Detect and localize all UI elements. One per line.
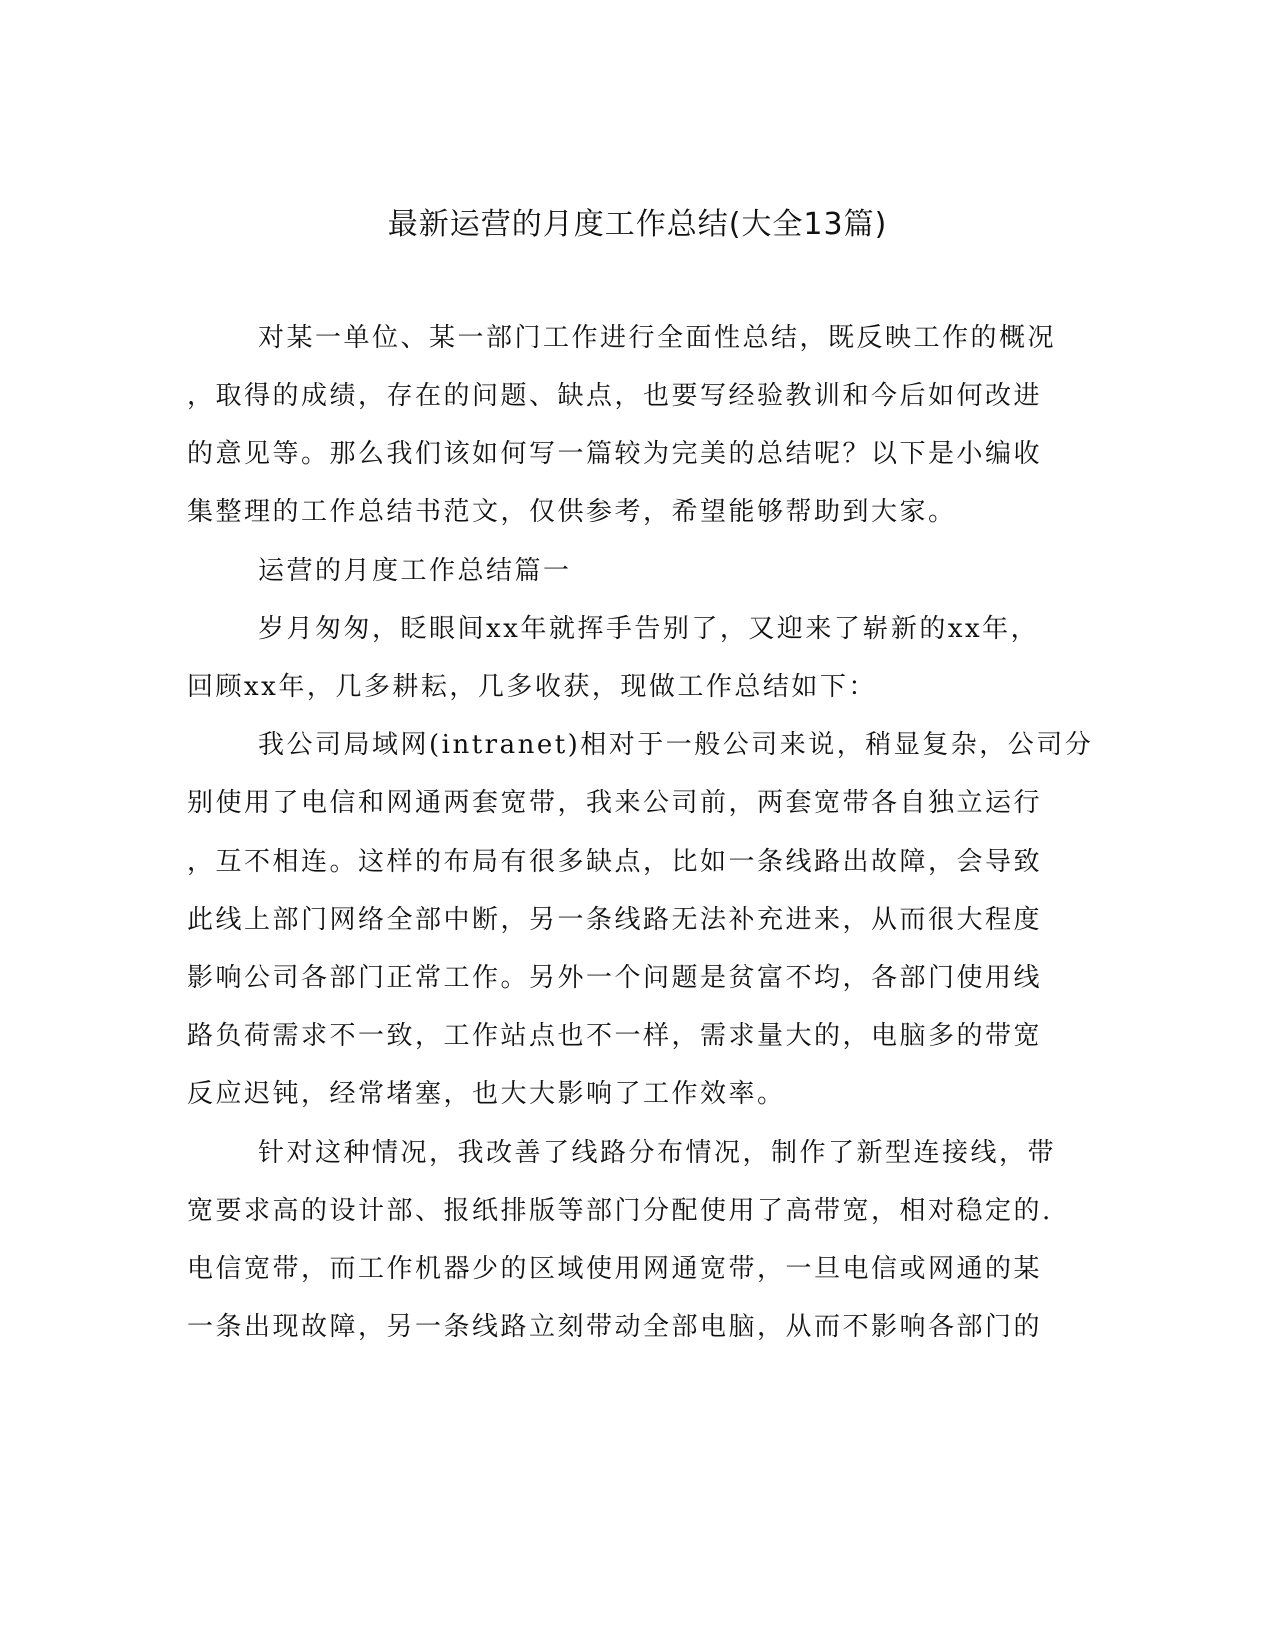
body-line: 回顾xx年，几多耕耘，几多收获，现做工作总结如下： [187,672,877,702]
body-line: 我公司局域网(intranet)相对于一般公司来说，稍显复杂，公司分 [258,730,1094,760]
body-line: 反应迟钝，经常堵塞，也大大影响了工作效率。 [187,1079,786,1109]
section-heading: 运营的月度工作总结篇一 [258,556,572,586]
body-line: 宽要求高的设计部、报纸排版等部门分配使用了高带宽，相对稳定的. [187,1196,1053,1226]
body-line: 路负荷需求不一致，工作站点也不一样，需求量大的，电脑多的带宽 [187,1021,1043,1051]
body-line: 对某一单位、某一部门工作进行全面性总结，既反映工作的概况 [258,323,1057,353]
body-line: 影响公司各部门正常工作。另外一个问题是贫富不均，各部门使用线 [187,963,1043,993]
body-line: ，互不相连。这样的布局有很多缺点，比如一条线路出故障，会导致 [187,847,1043,877]
body-line: 电信宽带，而工作机器少的区域使用网通宽带，一旦电信或网通的某 [187,1254,1043,1284]
page-title: 最新运营的月度工作总结(大全13篇) [387,207,888,242]
body-line: 别使用了电信和网通两套宽带，我来公司前，两套宽带各自独立运行 [187,788,1043,818]
body-line: 一条出现故障，另一条线路立刻带动全部电脑，从而不影响各部门的 [187,1312,1043,1342]
body-line: 针对这种情况，我改善了线路分布情况，制作了新型连接线，带 [258,1138,1057,1168]
body-line: 的意见等。那么我们该如何写一篇较为完美的总结呢？以下是小编收 [187,439,1043,469]
body-line: 岁月匆匆，眨眼间xx年就挥手告别了，又迎来了崭新的xx年， [258,614,1040,644]
body-line: ，取得的成绩，存在的问题、缺点，也要写经验教训和今后如何改进 [187,381,1043,411]
body-line: 集整理的工作总结书范文，仅供参考，希望能够帮助到大家。 [187,497,957,527]
body-line: 此线上部门网络全部中断，另一条线路无法补充进来，从而很大程度 [187,905,1043,935]
